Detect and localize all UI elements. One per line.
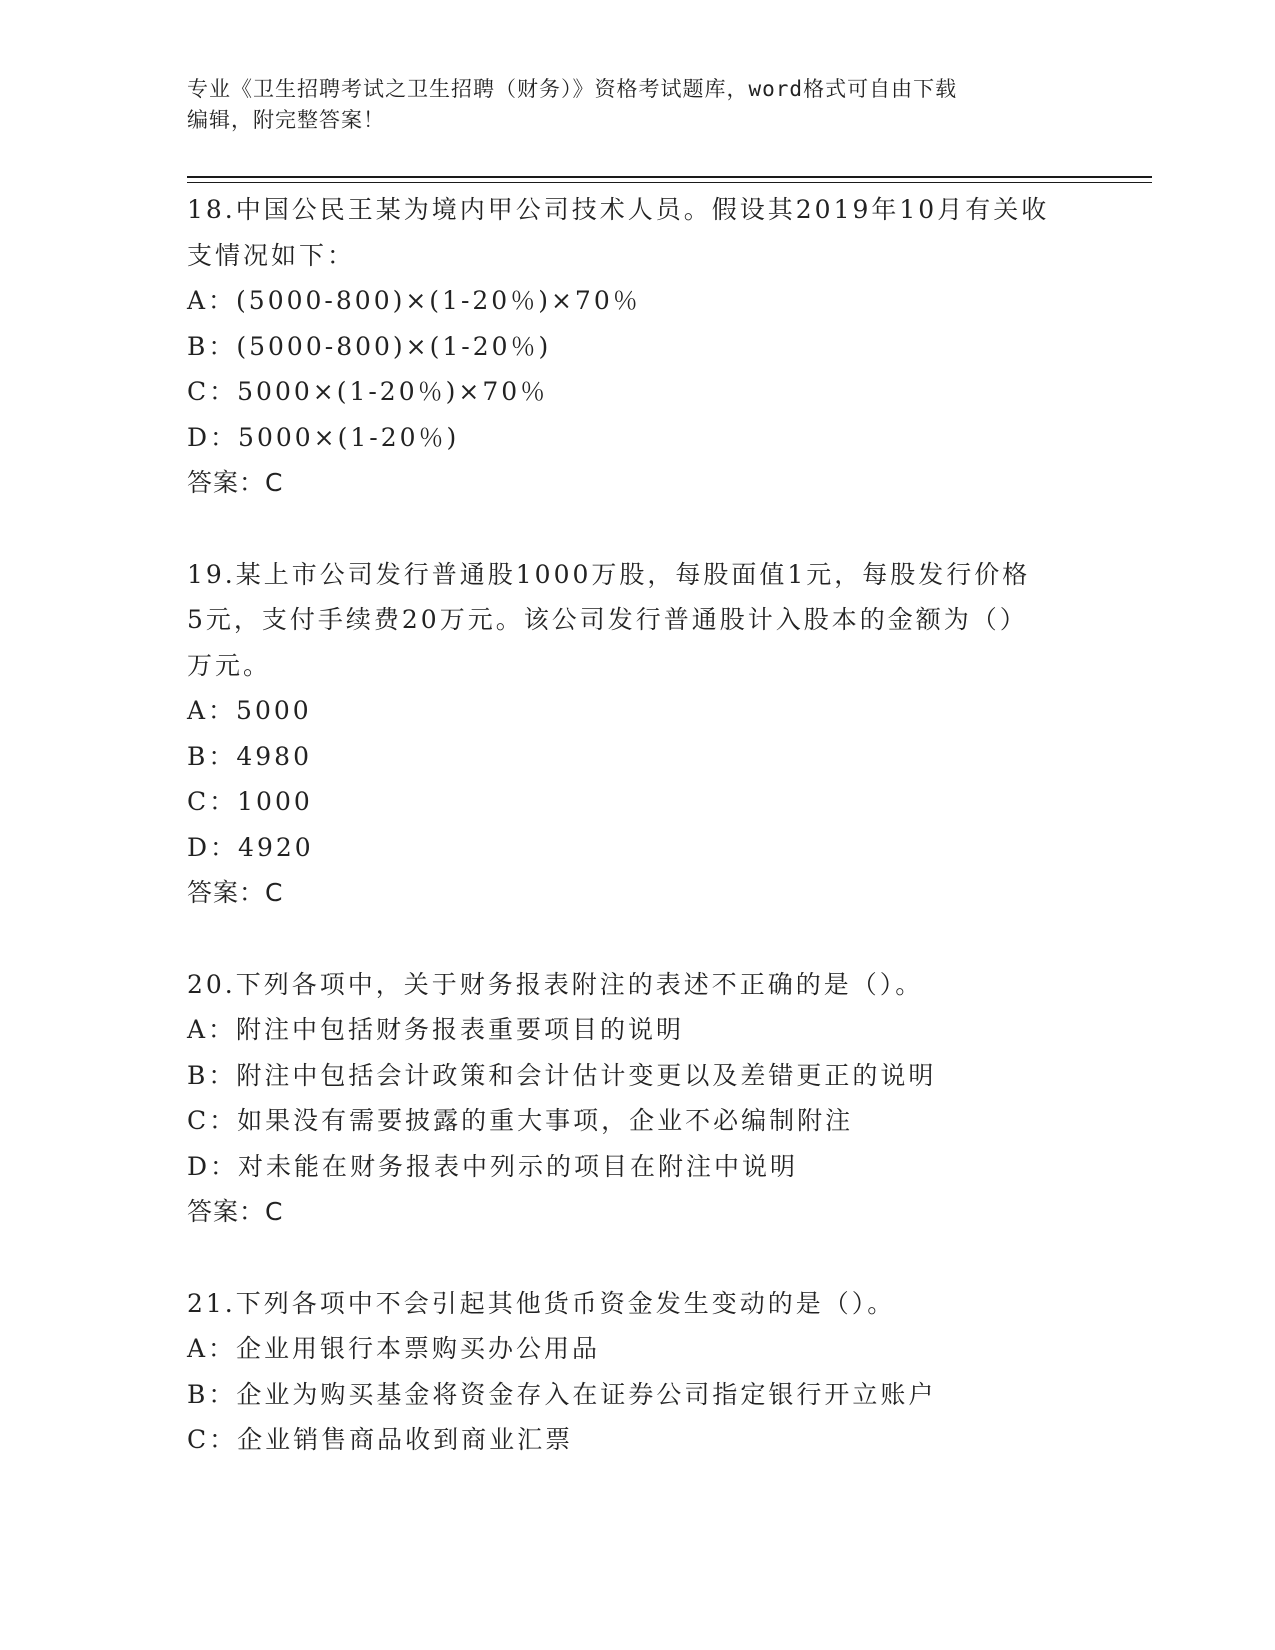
question-19 xyxy=(187,552,1087,916)
question-stem: 18.中国公民王某为境内甲公司技术人员。假设其2019年10月有关收 xyxy=(187,195,1050,224)
answer-line: 答案：C xyxy=(187,468,284,497)
spacer xyxy=(187,1235,1087,1281)
question-stem: 5元，支付手续费20万元。该公司发行普通股计入股本的金额为（） xyxy=(187,605,1028,634)
header-line-2: 编辑，附完整答案！ xyxy=(187,108,385,132)
answer-line: 答案：C xyxy=(187,1197,284,1226)
option-c: C：5000×(1-20％)×70％ xyxy=(187,377,549,406)
option-c: C：1000 xyxy=(187,787,313,816)
option-a: A：企业用银行本票购买办公用品 xyxy=(187,1334,601,1363)
spacer xyxy=(187,506,1087,552)
option-a: A：5000 xyxy=(187,696,312,725)
question-stem: 20.下列各项中，关于财务报表附注的表述不正确的是（）。 xyxy=(187,969,924,999)
question-stem: 支情况如下： xyxy=(187,240,356,270)
question-stem: 21.下列各项中不会引起其他货币资金发生变动的是（）。 xyxy=(187,1288,896,1318)
option-b: B：(5000-800)×(1-20％) xyxy=(187,331,552,361)
option-b: B：4980 xyxy=(187,741,312,771)
option-d: D：4920 xyxy=(187,832,314,862)
option-a: A：(5000-800)×(1-20％)×70％ xyxy=(187,286,641,315)
option-d: D：对未能在财务报表中列示的项目在附注中说明 xyxy=(187,1151,799,1181)
header-line-1: 专业《卫生招聘考试之卫生招聘（财务）》资格考试题库，word格式可自由下载 xyxy=(187,77,958,101)
question-stem: 19.某上市公司发行普通股1000万股，每股面值1元，每股发行价格 xyxy=(187,559,1031,589)
question-18 xyxy=(187,187,1087,506)
spacer xyxy=(187,916,1087,962)
question-20 xyxy=(187,962,1087,1235)
option-b: B：附注中包括会计政策和会计估计变更以及差错更正的说明 xyxy=(187,1060,937,1090)
document-header xyxy=(187,74,1087,136)
question-21 xyxy=(187,1281,1087,1463)
header-divider-thick xyxy=(187,176,1152,178)
header-divider-thin xyxy=(187,182,1152,183)
option-c: C：企业销售商品收到商业汇票 xyxy=(187,1425,574,1454)
question-stem: 万元。 xyxy=(187,650,272,680)
question-list xyxy=(187,187,1087,1463)
option-c: C：如果没有需要披露的重大事项，企业不必编制附注 xyxy=(187,1106,854,1135)
option-a: A：附注中包括财务报表重要项目的说明 xyxy=(187,1015,685,1044)
option-b: B：企业为购买基金将资金存入在证券公司指定银行开立账户 xyxy=(187,1379,937,1409)
answer-line: 答案：C xyxy=(187,878,284,907)
option-d: D：5000×(1-20％) xyxy=(187,422,460,452)
